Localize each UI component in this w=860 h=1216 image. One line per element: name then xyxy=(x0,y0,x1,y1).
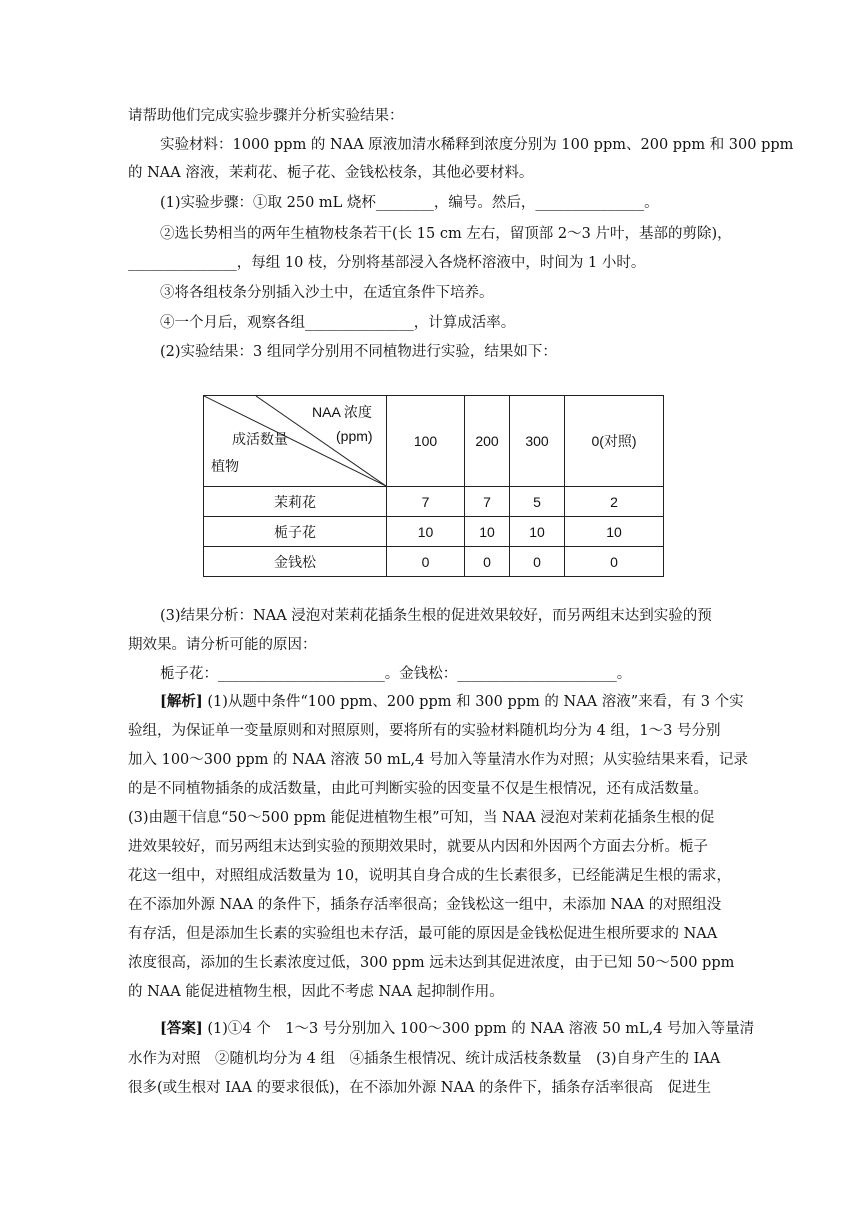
header-naa-label: NAA 浓度 xyxy=(312,404,372,420)
analysis-line-1: (3)结果分析：NAA 浸泡对茉莉花插条生根的促进效果较好，而另两组末达到实验的预 xyxy=(160,608,712,624)
explanation-line-8: 在不添加外源 NAA 的条件下，插条存活率很高；金钱松这一组中，未添加 NAA 的对照组没 xyxy=(128,897,722,913)
explanation-line-1: (1)从题中条件“100 ppm、200 ppm 和 300 ppm 的 NAA 溶液”来看，有 3 个实 xyxy=(207,694,744,710)
explanation-line-6: 进效果较好，而另两组末达到实验的预期效果时，就要从内因和外因两个方面去分析。栀子 xyxy=(128,839,708,855)
table-cell: 10 xyxy=(387,517,465,547)
table-row xyxy=(204,517,664,547)
answer-line-3: 很多(或生根对 IAA 的要求很低)，在不添加外源 NAA 的条件下，插条存活率很高 促进生 xyxy=(128,1080,712,1096)
table-row xyxy=(204,487,664,517)
explanation-tag: [解析] xyxy=(160,693,203,710)
table-header-row xyxy=(204,396,664,487)
table-cell: 2 xyxy=(565,487,664,517)
explanation-line-7: 花这一组中，对照组成活数量为 10，说明其自身合成的生长素很多，已经能满足生根的需求， xyxy=(128,868,732,884)
table-cell: 10 xyxy=(510,517,565,547)
results-table xyxy=(203,395,664,577)
answer-line-1: (1)①4 个 1～3 号分别加入 100～300 ppm 的 NAA 溶液 50 mL,4 号加入等量清 xyxy=(207,1021,755,1037)
column-header: 0(对照) xyxy=(565,396,664,487)
analysis-line-3: 栀子花：_______________________。金钱松：______________________。 xyxy=(160,666,632,682)
explanation-line-11: 的 NAA 能促进植物生根，因此不考虑 NAA 起抑制作用。 xyxy=(128,984,504,1000)
table-row xyxy=(204,547,664,577)
row-plant: 金钱松 xyxy=(204,547,387,577)
table-cell: 10 xyxy=(565,517,664,547)
table-cell: 0 xyxy=(387,547,465,577)
explanation-line-10: 浓度很高，添加的生长素浓度过低，300 ppm 远未达到其促进浓度，由于已知 50～500 ppm xyxy=(128,955,735,971)
table-cell: 7 xyxy=(465,487,510,517)
explanation-line-5: (3)由题干信息“50～500 ppm 能促进植物生根”可知，当 NAA 浸泡对茉莉花插条生根的促 xyxy=(128,810,715,826)
header-unit-label: (ppm) xyxy=(336,428,373,444)
explanation-line-3: 加入 100～300 ppm 的 NAA 溶液 50 mL,4 号加入等量清水作为对照；从实验结果来看，记录 xyxy=(128,752,748,768)
results-intro: (2)实验结果：3 组同学分别用不同植物进行实验，结果如下： xyxy=(160,344,557,360)
answer-line-2: 水作为对照 ②随机均分为 4 组 ④插条生根情况、统计成活枝条数量 (3)自身产生的 IAA xyxy=(128,1051,721,1067)
table-cell: 7 xyxy=(387,487,465,517)
table-cell: 0 xyxy=(510,547,565,577)
table-cell: 10 xyxy=(465,517,510,547)
step-2-line-2: _______________，每组 10 枝，分别将基部浸入各烧杯溶液中，时间为 1 小时。 xyxy=(128,255,646,271)
header-plant-label: 植物 xyxy=(211,458,239,474)
column-header: 200 xyxy=(465,396,510,487)
column-header: 100 xyxy=(387,396,465,487)
table-cell: 0 xyxy=(465,547,510,577)
materials-line-2: 的 NAA 溶液，茉莉花、栀子花、金钱松枝条，其他必要材料。 xyxy=(128,165,534,181)
row-plant: 栀子花 xyxy=(204,517,387,547)
step-1: (1)实验步骤：①取 250 mL 烧杯________，编号。然后，_______________。 xyxy=(160,195,659,211)
header-survival-label: 成活数量 xyxy=(232,431,288,447)
step-2-line-1: ②选长势相当的两年生植物枝条若干(长 15 cm 左右，留顶部 2～3 片叶，基部的剪除)， xyxy=(160,226,732,242)
intro-text: 请帮助他们完成实验步骤并分析实验结果： xyxy=(128,108,404,124)
diagonal-header-cell xyxy=(204,396,387,487)
explanation-line-2: 验组，为保证单一变量原则和对照原则，要将所有的实验材料随机均分为 4 组，1～3 号分别 xyxy=(128,723,721,739)
explanation-line-4: 的是不同植物插条的成活数量，由此可判断实验的因变量不仅是生根情况，还有成活数量。 xyxy=(128,781,708,797)
column-header: 300 xyxy=(510,396,565,487)
table-cell: 5 xyxy=(510,487,565,517)
row-plant: 茉莉花 xyxy=(204,487,387,517)
step-4: ④一个月后，观察各组_______________，计算成活率。 xyxy=(160,315,516,331)
explanation-line-9: 有存活，但是添加生长素的实验组也未存活，最可能的原因是金钱松促进生根所要求的 NAA xyxy=(128,926,718,942)
analysis-line-2: 期效果。请分析可能的原因： xyxy=(128,637,317,653)
table-cell: 0 xyxy=(565,547,664,577)
materials-line-1: 实验材料：1000 ppm 的 NAA 原液加清水稀释到浓度分别为 100 ppm、200 ppm 和 300 ppm xyxy=(160,137,794,153)
step-3: ③将各组枝条分别插入沙土中，在适宜条件下培养。 xyxy=(160,285,494,301)
answer-tag: [答案] xyxy=(160,1020,203,1037)
